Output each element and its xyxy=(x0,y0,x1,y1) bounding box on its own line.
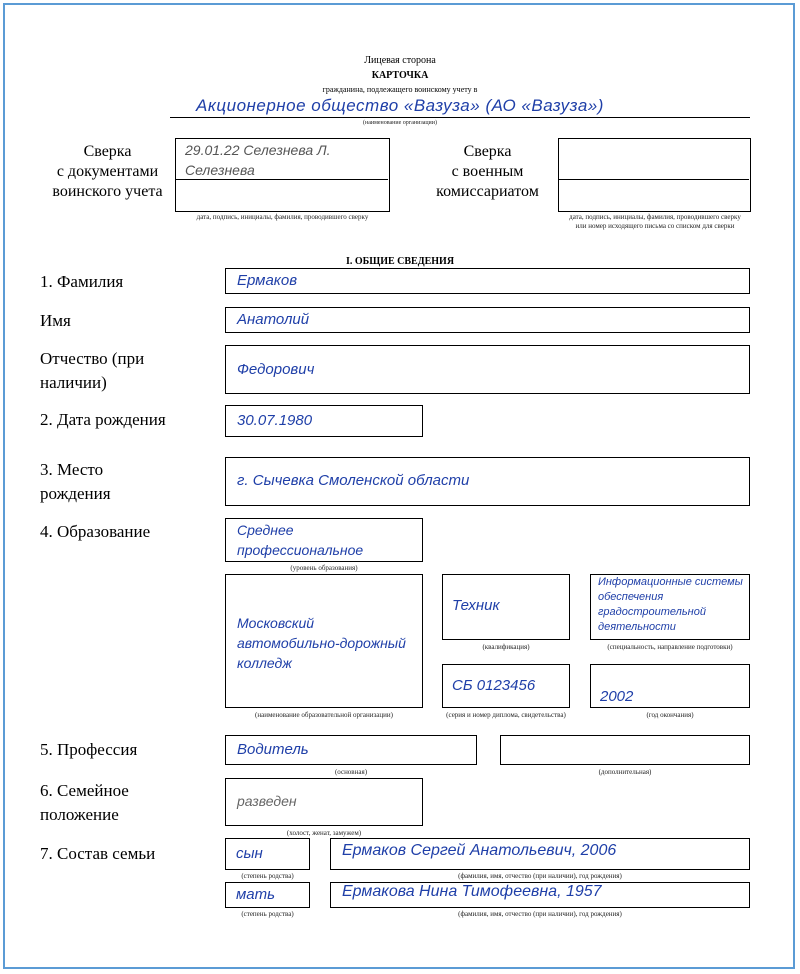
graduation-year-caption: (год окончания) xyxy=(646,711,694,719)
check-docs-row1: 29.01.22 Селезнева Л. xyxy=(185,142,331,158)
check-commissariat-label: Сверка с военным комиссариатом xyxy=(436,143,539,200)
graduation-year-value: 2002 xyxy=(600,688,634,705)
marital-label: 6. Семейное положение xyxy=(40,781,129,824)
surname-value: Ермаков xyxy=(237,272,298,289)
marital-value: разведен xyxy=(237,793,297,809)
patronymic-value: Федорович xyxy=(237,361,315,378)
marital-caption: (холост, женат, замужем) xyxy=(286,829,362,837)
profession-label: 5. Профессия xyxy=(40,740,138,759)
education-level-value: Среднее профессиональное xyxy=(237,522,364,558)
institution-value: Московский автомобильно-дорожный колледж xyxy=(237,615,406,671)
surname-field[interactable] xyxy=(225,268,750,294)
birthplace-label: 3. Место рождения xyxy=(40,460,111,503)
surname-label: 1. Фамилия xyxy=(40,272,124,291)
name-label: Имя xyxy=(40,311,71,330)
qualification-value: Техник xyxy=(452,597,500,614)
side-title: Лицевая сторона xyxy=(364,55,436,66)
profession-extra-field[interactable] xyxy=(500,735,750,765)
organization-name: Акционерное общество «Вазуза» (АО «Вазуза») xyxy=(196,96,604,115)
specialty-value: Информационные системы обеспечения градостроительной деятельности xyxy=(598,576,743,633)
family-relation-caption-1: (степень родства) xyxy=(241,872,294,880)
profession-extra-caption: (дополнительная) xyxy=(598,768,652,776)
check-commissariat-caption: дата, подпись, инициалы, фамилия, проводившего сверку или номер исходящего письма со списком для сверки xyxy=(569,213,741,230)
card-subtitle: гражданина, подлежащего воинскому учету в xyxy=(322,85,478,94)
diploma-value: СБ 0123456 xyxy=(452,677,536,694)
education-label: 4. Образование xyxy=(40,522,151,541)
qualification-caption: (квалификация) xyxy=(482,643,530,651)
family-person-2: Ермакова Нина Тимофеевна, 1957 xyxy=(342,883,602,900)
education-level-caption: (уровень образования) xyxy=(290,564,358,572)
check-commissariat-box[interactable] xyxy=(558,138,751,212)
family-relation-1: сын xyxy=(236,845,263,862)
section-title: I. ОБЩИЕ СВЕДЕНИЯ xyxy=(345,256,455,267)
birthdate-label: 2. Дата рождения xyxy=(40,410,166,429)
patronymic-label: Отчество (при наличии) xyxy=(40,349,145,392)
institution-caption: (наименование образовательной организации) xyxy=(255,711,393,719)
name-value: Анатолий xyxy=(237,311,310,328)
check-docs-row2: Селезнева xyxy=(185,162,255,178)
org-underline xyxy=(170,117,750,118)
family-person-1: Ермаков Сергей Анатольевич, 2006 xyxy=(342,842,617,859)
family-label: 7. Состав семьи xyxy=(40,844,156,863)
family-relation-2: мать xyxy=(236,886,276,903)
family-relation-caption-2: (степень родства) xyxy=(241,910,294,918)
profession-main-caption: (основная) xyxy=(334,768,368,776)
org-caption: (наименование организации) xyxy=(363,120,437,126)
check-docs-caption: дата, подпись, инициалы, фамилия, проводившего сверку xyxy=(196,213,369,221)
birthdate-value: 30.07.1980 xyxy=(237,412,313,429)
family-person-caption-1: (фамилия, имя, отчество (при наличии), год рождения) xyxy=(458,872,622,880)
birthplace-value: г. Сычевка Смоленской области xyxy=(237,472,470,489)
family-person-caption-2: (фамилия, имя, отчество (при наличии), год рождения) xyxy=(458,910,622,918)
diploma-caption: (серия и номер диплома, свидетельства) xyxy=(446,711,566,719)
check-docs-label: Сверка с документами воинского учета xyxy=(52,143,163,200)
card-title: КАРТОЧКА xyxy=(371,70,429,81)
profession-main-value: Водитель xyxy=(237,741,309,758)
specialty-caption: (специальность, направление подготовки) xyxy=(607,643,733,651)
